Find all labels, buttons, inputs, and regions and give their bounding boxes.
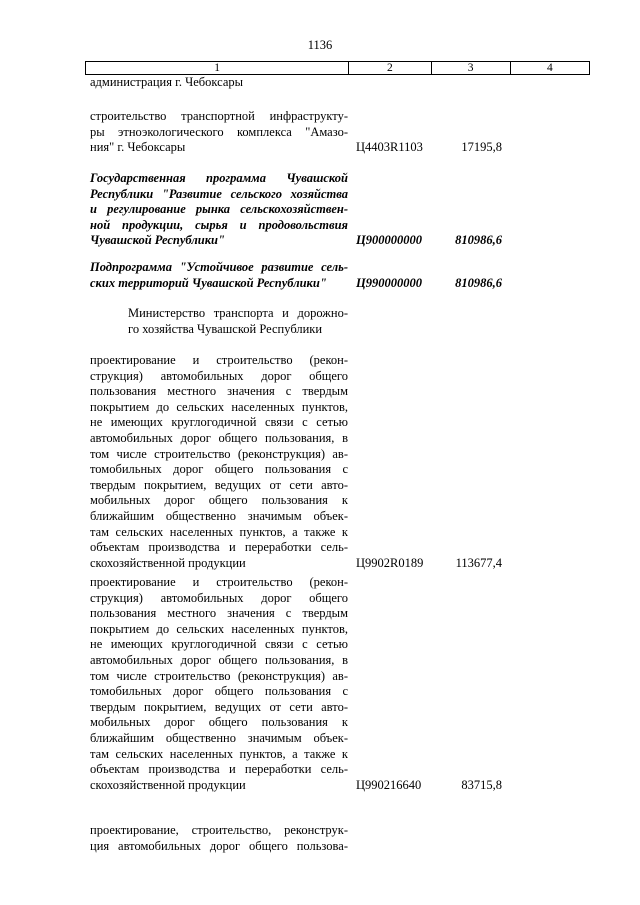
description-line: пользования местного значения с твердым <box>90 606 348 621</box>
description-line: Государственная программа Чувашской <box>90 171 348 185</box>
description-line: автомобильных дорог общего пользования, в <box>90 430 348 445</box>
row-description <box>90 575 348 793</box>
column-number-3: 3 <box>431 62 510 75</box>
amount: 810986,6 <box>455 276 502 290</box>
target-code: Ц9902R0189 <box>356 556 424 570</box>
description-line: проектирование и строительство (рекон- <box>90 575 348 589</box>
subprogram-title <box>90 260 348 291</box>
description-line: мобильных дорог общего пользования к <box>90 715 348 730</box>
row-description <box>90 823 348 854</box>
column-number-2: 2 <box>349 62 431 75</box>
description-line: твердым покрытием, ведущих от сети авто- <box>90 477 348 492</box>
target-code: Ц4403R1103 <box>356 140 423 154</box>
description-line: ры этноэкологического комплекса "Амазо- <box>90 124 348 139</box>
description-line: скохозяйственной продукции <box>90 777 246 792</box>
description-line: не имеющих круглогодичной связи с сетью <box>90 637 348 652</box>
row-description <box>90 109 348 156</box>
column-number-header <box>85 61 590 75</box>
target-code: Ц990000000 <box>356 276 422 290</box>
description-line: пользования местного значения с твердым <box>90 384 348 399</box>
amount: 810986,6 <box>455 233 502 247</box>
description-line: скохозяйственной продукции <box>90 555 246 570</box>
description-line: мобильных дорог общего пользования к <box>90 493 348 508</box>
description-line: ских территорий Чувашской Республики" <box>90 275 327 290</box>
description-line: том числе строительство (реконструкция) ав- <box>90 668 348 683</box>
ministry-name <box>128 306 348 337</box>
page-number: 1136 <box>307 38 333 52</box>
description-line: Чувашской Республики" <box>90 233 225 248</box>
description-line: струкция) автомобильных дорог общего <box>90 368 348 383</box>
description-line: томобильных дорог общего пользования с <box>90 684 348 699</box>
description-line: том числе строительство (реконструкция) ав- <box>90 446 348 461</box>
description-line: твердым покрытием, ведущих от сети авто- <box>90 699 348 714</box>
description-line: ция автомобильных дорог общего пользова- <box>90 838 348 853</box>
description-line: покрытием до сельских населенных пунктов, <box>90 621 348 636</box>
target-code: Ц990216640 <box>356 778 422 792</box>
row-description <box>90 353 348 571</box>
description-line: томобильных дорог общего пользования с <box>90 462 348 477</box>
description-line: Республики "Развитие сельского хозяйства <box>90 186 348 201</box>
description-line: проектирование и строительство (рекон- <box>90 353 348 367</box>
description-line: ближайшим общественно значимым объек- <box>90 508 348 523</box>
description-line: ближайшим общественно значимым объек- <box>90 730 348 745</box>
description-line: Подпрограмма "Устойчивое развитие сель- <box>90 260 348 274</box>
amount: 113677,4 <box>455 556 502 570</box>
column-number-1: 1 <box>86 62 349 75</box>
amount: 17195,8 <box>461 140 502 154</box>
description-line: не имеющих круглогодичной связи с сетью <box>90 415 348 430</box>
program-title <box>90 171 348 249</box>
description-line: и регулирование рынка сельскохозяйствен- <box>90 202 348 217</box>
column-number-4: 4 <box>510 62 589 75</box>
target-code: Ц900000000 <box>356 233 422 247</box>
description-line: автомобильных дорог общего пользования, в <box>90 652 348 667</box>
description-line: там сельских населенных пунктов, а также к <box>90 746 348 761</box>
description-line: струкция) автомобильных дорог общего <box>90 590 348 605</box>
description-line: объектам производства и переработки сель- <box>90 540 348 555</box>
row-description <box>90 75 348 91</box>
amount: 83715,8 <box>461 778 502 792</box>
description-line: го хозяйства Чувашской Республики <box>128 321 323 336</box>
description-line: там сельских населенных пунктов, а также к <box>90 524 348 539</box>
description-line: покрытием до сельских населенных пунктов, <box>90 399 348 414</box>
description-line: ной продукции, сырья и продовольствия <box>90 217 348 232</box>
description-line: Министерство транспорта и дорожно- <box>128 306 348 320</box>
description-line: объектам производства и переработки сель- <box>90 762 348 777</box>
description-line: администрация г. Чебоксары <box>90 75 244 89</box>
description-line: ния" г. Чебоксары <box>90 140 186 155</box>
description-line: строительство транспортной инфраструкту- <box>90 109 348 123</box>
description-line: проектирование, строительство, реконструк- <box>90 823 348 837</box>
